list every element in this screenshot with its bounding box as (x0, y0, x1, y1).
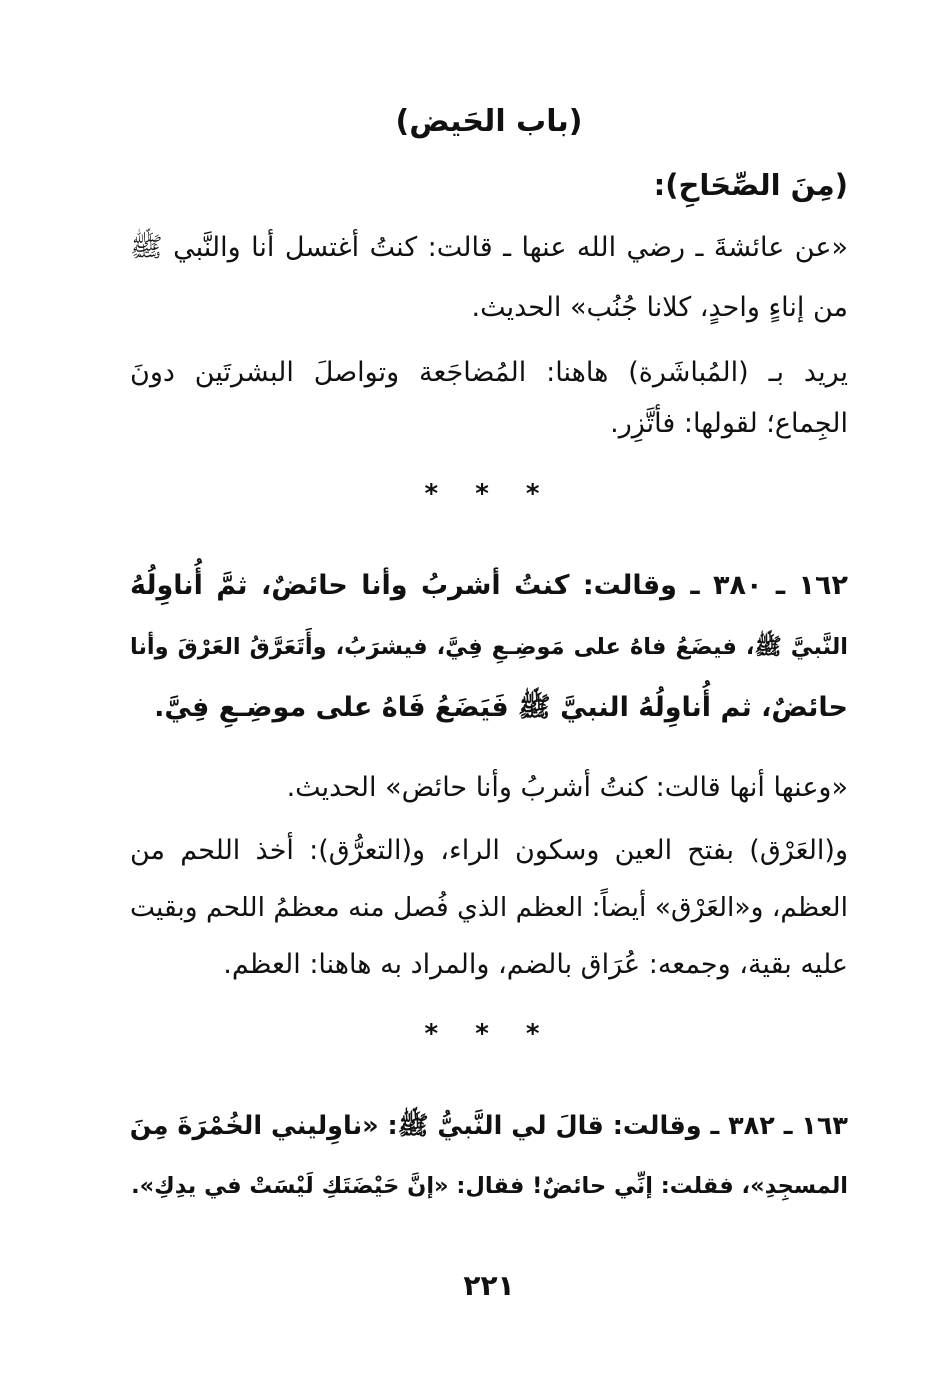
hadith-162-line-2: النَّبيَّ ﷺ، فيضَعُ فاهُ على مَوضِـعِ فِيَّ، فيشرَبُ، وأَتَعَرَّقُ العَرْقَ وأنا (130, 634, 848, 660)
section-separator-2: * * * (424, 1019, 554, 1049)
hadith-1-line-1: «عن عائشةَ ـ رضي الله عنها ـ قالت: كنتُ أغتسل أنا والنَّبي ﷺ (130, 232, 848, 263)
commentary-162-line-1: «وعنها أنها قالت: كنتُ أشربُ وأنا حائض» الحديث. (286, 772, 848, 803)
book-page (130, 0, 848, 1376)
commentary-162-line-3: العظم، و«العَرْق» أيضاً: العظم الذي فُصل منه معظمُ اللحم وبقيت (129, 892, 848, 923)
section-separator-1: * * * (424, 479, 554, 509)
commentary-1-line-1: يريد بـ (المُباشَرة) هاهنا: المُضاجَعة وتواصلَ البشرتَين دونَ (130, 357, 848, 388)
chapter-title: (باب الحَيض) (395, 104, 583, 139)
source-label: (مِنَ الصِّحَاحِ): (653, 168, 848, 202)
hadith-163-line-2: المسجِدِ»، فقلت: إنِّي حائضٌ! فقال: «إنَّ حَيْضَتَكِ لَيْسَتْ في يدِكِ». (131, 1173, 848, 1199)
hadith-1-line-2: من إناءٍ واحدٍ، كلانا جُنُب» الحديث. (471, 292, 848, 323)
page-number: ٢٢١ (463, 1269, 515, 1302)
commentary-1-line-2: الجِماع؛ لقولها: فأتَّزِر. (610, 408, 848, 439)
hadith-162-line-1: ١٦٢ ـ ٣٨٠ ـ وقالت: كنتُ أشربُ وأنا حائضٌ، ثمَّ أُناوِلُهُ (130, 570, 848, 601)
hadith-163-line-1: ١٦٣ ـ ٣٨٢ ـ وقالت: قالَ لي النَّبيُّ ﷺ: «ناوِليني الخُمْرَةَ مِنَ (129, 1111, 848, 1141)
hadith-162-line-3: حائضٌ، ثم أُناوِلُهُ النبيَّ ﷺ فَيَضَعُ فَاهُ على موضِـعِ فِيَّ. (154, 692, 848, 723)
commentary-162-line-4: عليه بقية، وجمعه: عُرَاق بالضم، والمراد به هاهنا: العظم. (223, 949, 848, 980)
commentary-162-line-2: و(العَرْق) بفتح العين وسكون الراء، و(التعرُّق): أخذ اللحم من (130, 835, 848, 866)
